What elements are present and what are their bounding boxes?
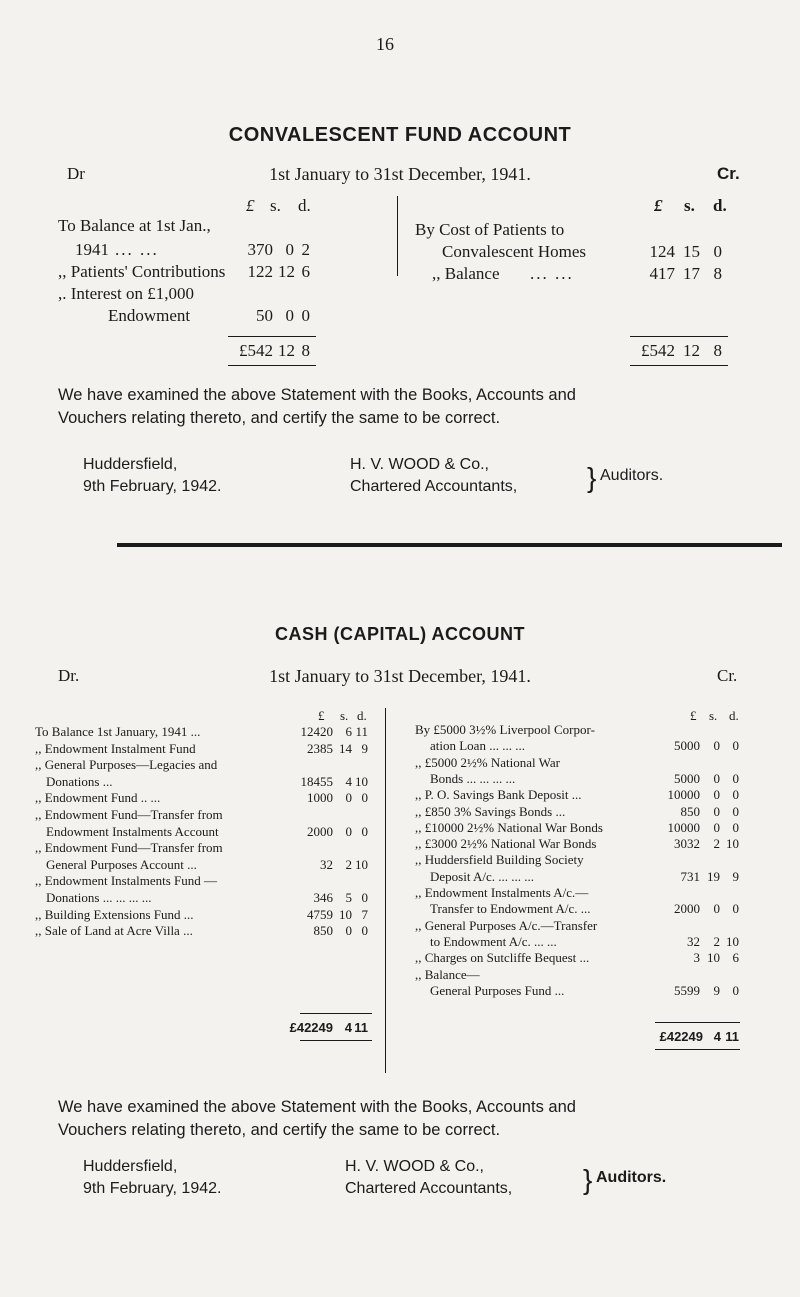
debit-amount-pounds: 346 (313, 890, 333, 905)
credit-amount-shillings: 2 (713, 933, 720, 949)
credit-amount-pounds: 2000 (674, 901, 700, 917)
conv-credit-total-rule-top (630, 336, 728, 337)
debit-amount-pounds: 850 (313, 923, 333, 939)
credit-amount-pounds: 850 (680, 803, 700, 819)
debit-amount-pence: 0 (361, 790, 368, 806)
debit-amount-pence: 10 (355, 773, 368, 789)
shilling-head: s. (270, 196, 281, 215)
cash-debit-total-rule-top (300, 1013, 372, 1014)
conv-debit-3-text: ,. Interest on £1,000 (58, 284, 194, 303)
conv-debit-2-d: 6 (301, 262, 310, 281)
debit-amount-shillings: 6 (345, 724, 352, 739)
shilling-head: s. (684, 196, 695, 215)
credit-row-text: ,, £10000 2½% National War Bonds (415, 819, 603, 835)
section-separator (117, 543, 782, 547)
shilling-head: s. (340, 708, 349, 723)
conv-credit-2-d: 8 (713, 264, 722, 283)
conv-credit-total-rule-bottom (630, 365, 728, 366)
credit-row-text: ,, £850 3% Savings Bonds ... (415, 803, 566, 819)
credit-amount-pence: 0 (732, 738, 739, 754)
conv-debit-2-l: 122 (247, 262, 273, 281)
conv-credit-total-d: 8 (713, 341, 722, 360)
pound-head: £ (318, 708, 325, 723)
cash-certification-line2: Vouchers relating thereto, and certify the same to be correct. (58, 1121, 501, 1139)
cash-credit-total-s: 4 (713, 1029, 721, 1044)
debit-amount-pence: 9 (361, 740, 368, 756)
debit-amount-pence: 0 (361, 823, 368, 839)
pound-head: £ (246, 196, 255, 215)
credit-amount-shillings: 9 (713, 982, 720, 998)
conv-certification-line2: Vouchers relating thereto, and certify the same to be correct. (58, 409, 501, 427)
credit-row-text: ,, General Purposes A/c.—Transfer (415, 917, 598, 933)
conv-credit-1-text: By Cost of Patients to (415, 220, 565, 239)
credit-row-text: ,, Balance— (415, 966, 480, 982)
credit-amount-pence: 0 (732, 787, 739, 803)
debit-amount-shillings: 14 (339, 740, 352, 756)
credit-row-text: Transfer to Endowment A/c. ... (430, 901, 591, 917)
cash-debit-total-d: 11 (354, 1020, 368, 1035)
conv-credit-total-l: £542 (641, 341, 675, 360)
credit-amount-shillings: 0 (713, 901, 720, 917)
conv-credit-1-s: 15 (683, 242, 700, 261)
conv-certification-line1: We have examined the above Statement with the Books, Accounts and (58, 386, 576, 404)
conv-period: 1st January to 31st December, 1941. (269, 164, 531, 184)
credit-amount-shillings: 0 (713, 787, 720, 803)
conv-credit-2-s: 17 (683, 264, 700, 283)
leader-dots: ... ... (115, 240, 159, 259)
brace-icon: } (587, 462, 597, 493)
conv-debit-2-text: ,, Patients' Contributions (58, 262, 226, 281)
conv-debit-total-s: 12 (278, 341, 295, 360)
cash-debit-total-rule-bottom (300, 1040, 372, 1041)
credit-row-text: ation Loan ... ... ... (430, 738, 525, 754)
debit-amount-pounds: 1000 (307, 790, 333, 806)
pence-head: d. (298, 196, 311, 215)
credit-amount-shillings: 0 (713, 770, 720, 786)
conv-date: 9th February, 1942. (83, 478, 222, 495)
credit-amount-pence: 9 (732, 868, 739, 884)
debit-amount-shillings: 0 (345, 923, 352, 939)
conv-credit-1-d: 0 (713, 242, 722, 261)
credit-amount-shillings: 10 (707, 950, 720, 966)
credit-amount-pounds: 5000 (674, 738, 700, 754)
conv-credit-1-l: 124 (649, 242, 675, 261)
debit-amount-shillings: 0 (345, 790, 352, 806)
debit-amount-shillings: 0 (345, 823, 352, 839)
pence-head: d. (729, 708, 739, 723)
credit-amount-pence: 6 (732, 950, 739, 966)
conv-credit-1-cont: Convalescent Homes (442, 242, 586, 261)
credit-amount-pence: 0 (732, 901, 739, 917)
leader-dots: ... ... (530, 264, 574, 283)
conv-place: Huddersfield, (83, 456, 178, 473)
credit-amount-pounds: 10000 (667, 819, 700, 835)
pound-head: £ (654, 196, 663, 215)
debit-row-text: Donations ... (46, 773, 113, 789)
conv-firm-desc: Chartered Accountants, (350, 478, 518, 495)
conv-debit-total-l: £542 (239, 341, 273, 360)
conv-credit-2-l: 417 (649, 264, 675, 283)
debit-amount-pence: 0 (361, 890, 368, 905)
credit-amount-pounds: 5000 (674, 770, 700, 786)
conv-cr-label: Cr. (717, 164, 740, 183)
debit-row-text: ,, Building Extensions Fund ... (35, 906, 194, 922)
debit-row-text: To Balance 1st January, 1941 ... (35, 724, 201, 739)
conv-debit-3-cont: Endowment (108, 306, 191, 325)
credit-amount-pence: 0 (732, 803, 739, 819)
conv-debit-3-s: 0 (285, 306, 294, 325)
credit-row-text: ,, Huddersfield Building Society (415, 852, 584, 868)
conv-debit-total-rule-bottom (228, 365, 316, 366)
debit-row-text: ,, Endowment Fund—Transfer from (35, 807, 223, 822)
debit-row-text: Endowment Instalments Account (46, 823, 219, 839)
cash-firm-desc: Chartered Accountants, (345, 1180, 513, 1197)
credit-row-text: General Purposes Fund ... (430, 982, 565, 998)
credit-amount-pounds: 731 (680, 868, 700, 884)
debit-amount-pounds: 2000 (307, 823, 333, 839)
debit-amount-pounds: 32 (320, 856, 333, 872)
pence-head: d. (713, 196, 727, 215)
credit-amount-pence: 0 (732, 982, 739, 998)
conv-debit-1-cont: 1941 (75, 240, 109, 259)
debit-amount-shillings: 2 (345, 856, 352, 872)
cash-dr-label: Dr. (58, 666, 80, 685)
cash-debit-total-l: £42249 (289, 1020, 333, 1035)
credit-amount-pounds: 3 (693, 950, 700, 966)
cash-firm: H. V. WOOD & Co., (345, 1158, 484, 1175)
conv-debit-1-l: 370 (247, 240, 273, 259)
credit-row-text: ,, £3000 2½% National War Bonds (415, 836, 597, 852)
cash-certification-line1: We have examined the above Statement with the Books, Accounts and (58, 1098, 576, 1116)
debit-row-text: General Purposes Account ... (46, 856, 197, 872)
credit-amount-pounds: 10000 (667, 787, 700, 803)
debit-amount-pounds: 18455 (300, 773, 333, 789)
conv-debit-3-d: 0 (301, 306, 310, 325)
conv-debit-2-s: 12 (278, 262, 295, 281)
credit-amount-pence: 10 (726, 933, 739, 949)
brace-icon: } (583, 1164, 593, 1195)
debit-amount-pence: 11 (355, 724, 368, 739)
credit-amount-shillings: 0 (713, 819, 720, 835)
debit-row-text: ,, Endowment Instalment Fund (35, 740, 196, 756)
pound-head: £ (690, 708, 697, 723)
convalescent-title: CONVALESCENT FUND ACCOUNT (228, 124, 572, 146)
pence-head: d. (357, 708, 367, 723)
credit-amount-pence: 10 (726, 836, 739, 852)
shilling-head: s. (709, 708, 718, 723)
debit-amount-pounds: 12420 (300, 724, 333, 739)
debit-amount-shillings: 5 (345, 890, 352, 905)
cash-place: Huddersfield, (83, 1158, 178, 1175)
cash-title: CASH (CAPITAL) ACCOUNT (275, 624, 525, 644)
conv-debit-1-text: To Balance at 1st Jan., (58, 216, 211, 235)
debit-amount-pounds: 2385 (307, 740, 333, 756)
credit-row-text: ,, £5000 2½% National War (415, 754, 560, 770)
cash-credit-currency-head (0, 708, 800, 724)
conv-debit-total-rule-top (228, 336, 316, 337)
credit-amount-pounds: 32 (687, 933, 700, 949)
cash-role: Auditors. (596, 1169, 667, 1186)
debit-amount-pence: 7 (361, 906, 368, 922)
conv-debit-1-s: 0 (285, 240, 294, 259)
page-number: 16 (376, 34, 394, 54)
conv-debit-3-l: 50 (256, 306, 273, 325)
debit-row-text: ,, General Purposes—Legacies and (35, 757, 218, 773)
credit-row-text: to Endowment A/c. ... ... (430, 933, 557, 949)
cash-cr-label: Cr. (717, 666, 738, 685)
cash-credit-total-rule-top (655, 1022, 740, 1023)
cash-debit-total-s: 4 (344, 1020, 352, 1035)
debit-amount-pence: 0 (361, 923, 368, 939)
credit-amount-shillings: 0 (713, 738, 720, 754)
conv-credit-2-text: ,, Balance (432, 264, 500, 283)
debit-row-text: Donations ... ... ... ... (46, 890, 152, 905)
credit-row-text: ,, P. O. Savings Bank Deposit ... (415, 787, 582, 803)
debit-amount-shillings: 4 (345, 773, 352, 789)
debit-amount-pounds: 4759 (307, 906, 333, 922)
credit-row-text: ,, Endowment Instalments A/c.— (415, 885, 589, 900)
debit-row-text: ,, Sale of Land at Acre Villa ... (35, 923, 193, 939)
debit-row-text: ,, Endowment Fund .. ... (35, 790, 161, 806)
credit-amount-shillings: 2 (713, 836, 720, 852)
cash-period: 1st January to 31st December, 1941. (269, 666, 531, 686)
conv-debit-1-d: 2 (301, 240, 310, 259)
cash-divider (385, 708, 386, 1073)
credit-amount-pence: 0 (732, 770, 739, 786)
conv-credit-total-s: 12 (683, 341, 700, 360)
credit-row-text: ,, Charges on Sutcliffe Bequest ... (415, 950, 590, 966)
debit-row-text: ,, Endowment Fund—Transfer from (35, 840, 223, 856)
cash-credit-total-d: 11 (725, 1029, 739, 1044)
cash-credit-total-l: £42249 (659, 1029, 703, 1044)
credit-row-text: Bonds ... ... ... ... (430, 770, 516, 786)
credit-row-text: By £5000 3½% Liverpool Corpor- (415, 722, 595, 737)
conv-firm: H. V. WOOD & Co., (350, 456, 489, 473)
debit-amount-pence: 10 (355, 856, 368, 872)
cash-credit-total-rule-bottom (655, 1049, 740, 1050)
cash-date: 9th February, 1942. (83, 1180, 222, 1197)
conv-dr-label: Dr (67, 164, 85, 183)
debit-amount-shillings: 10 (339, 906, 352, 922)
credit-amount-shillings: 19 (707, 868, 720, 884)
debit-row-text: ,, Endowment Instalments Fund — (35, 873, 217, 889)
conv-role: Auditors. (600, 467, 664, 484)
credit-amount-pounds: 5599 (674, 982, 700, 998)
credit-amount-pounds: 3032 (674, 836, 700, 852)
credit-amount-shillings: 0 (713, 803, 720, 819)
conv-credit-currency-head (0, 196, 800, 218)
conv-debit-total-d: 8 (301, 341, 310, 360)
credit-amount-pence: 0 (732, 819, 739, 835)
credit-row-text: Deposit A/c. ... ... ... (430, 868, 534, 884)
